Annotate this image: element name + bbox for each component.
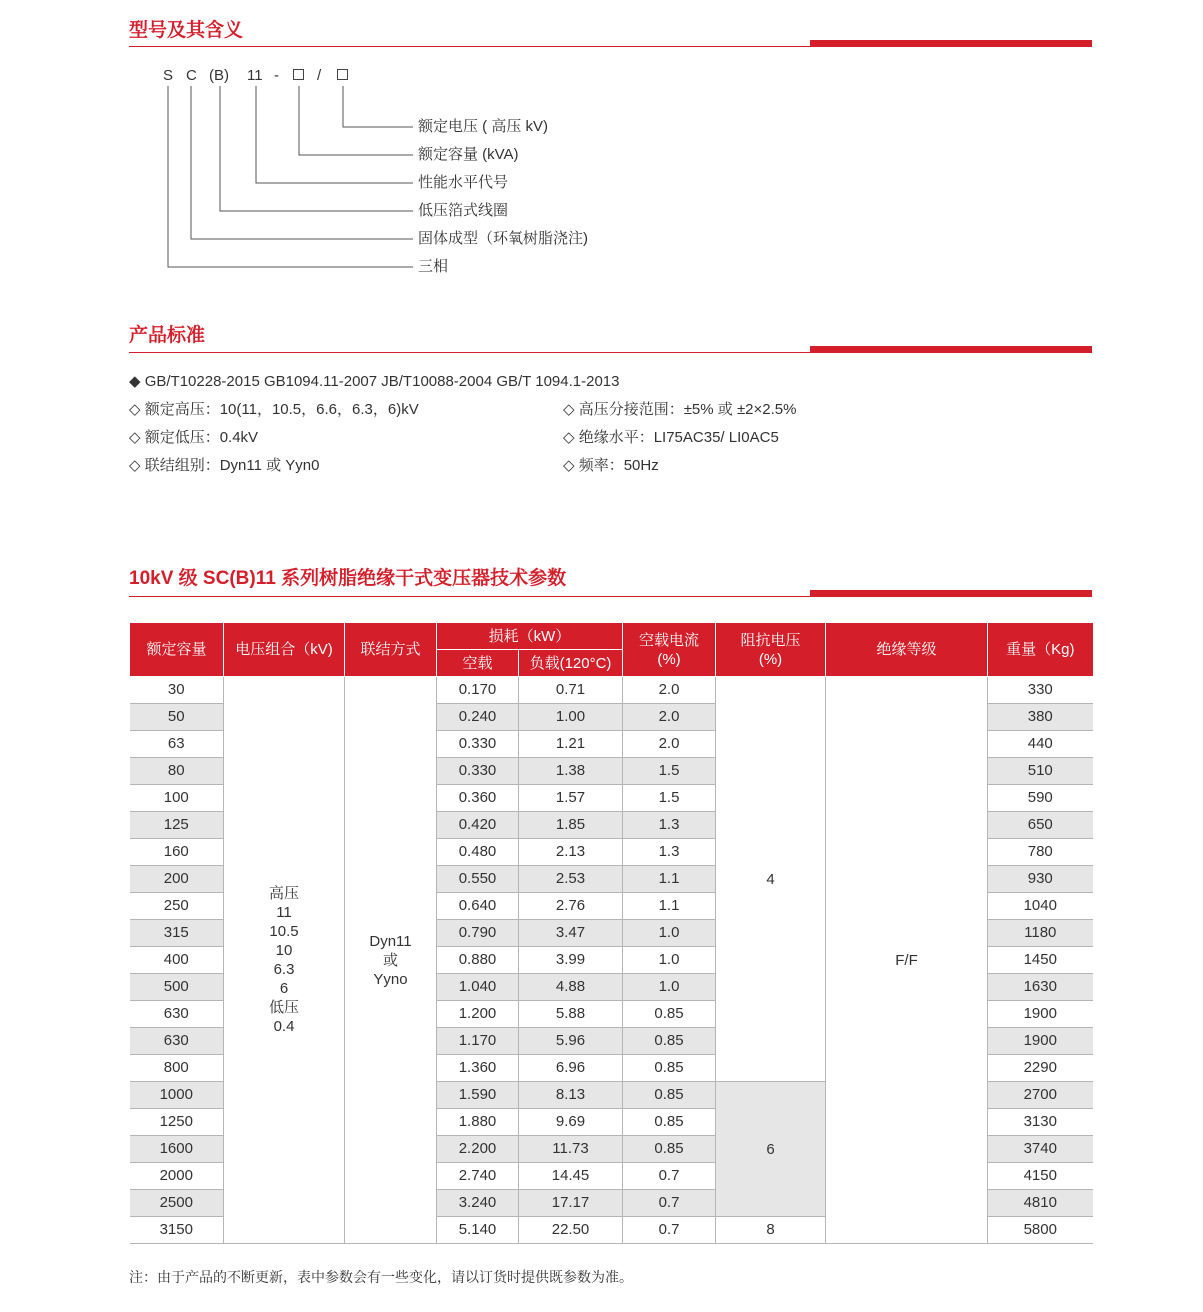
title-accent-bar (810, 590, 1092, 597)
cell-no-load-current: 0.85 (623, 1082, 716, 1109)
header-connection: 联结方式 (345, 623, 437, 677)
cell-capacity: 315 (130, 920, 224, 947)
cell-weight: 930 (988, 866, 1093, 893)
spec-frequency: ◇ 频率：50Hz (563, 457, 659, 474)
cell-weight: 2700 (988, 1082, 1093, 1109)
title-accent-bar (810, 346, 1092, 353)
cell-capacity: 630 (130, 1028, 224, 1055)
spec-insulation-level: ◇ 绝缘水平：LI75AC35/ LI0AC5 (563, 429, 779, 446)
model-code-diagram (0, 0, 1203, 300)
header-no-load-current-line1: 空载电流 (639, 631, 700, 649)
cell-capacity: 160 (130, 839, 224, 866)
cell-no-load-current: 2.0 (623, 704, 716, 731)
cell-weight: 1900 (988, 1001, 1093, 1028)
cell-no-load-current: 1.5 (623, 785, 716, 812)
cell-no-load-loss: 0.240 (437, 704, 519, 731)
cell-capacity: 100 (130, 785, 224, 812)
connection-line: Dyn11 (369, 932, 412, 950)
cell-capacity: 63 (130, 731, 224, 758)
header-impedance (716, 623, 826, 677)
header-impedance-line1: 阻抗电压 (740, 631, 801, 649)
voltage-combo-line: 0.4 (273, 1018, 295, 1035)
cell-no-load-current: 1.0 (623, 947, 716, 974)
header-no-load-current-line2: (%) (657, 650, 681, 668)
cell-capacity: 400 (130, 947, 224, 974)
cell-no-load-current: 0.85 (623, 1136, 716, 1163)
cell-capacity: 630 (130, 1001, 224, 1028)
cell-load-loss: 1.00 (519, 704, 623, 731)
cell-voltage-combination (224, 677, 345, 1244)
code-char-b: (B) (209, 67, 229, 84)
cell-no-load-loss: 0.790 (437, 920, 519, 947)
cell-capacity: 1000 (130, 1082, 224, 1109)
cell-no-load-loss: 2.740 (437, 1163, 519, 1190)
cell-no-load-loss: 5.140 (437, 1217, 519, 1244)
cell-no-load-current: 0.7 (623, 1163, 716, 1190)
cell-capacity: 500 (130, 974, 224, 1001)
cell-load-loss: 5.88 (519, 1001, 623, 1028)
cell-weight: 380 (988, 704, 1093, 731)
cell-no-load-loss: 1.170 (437, 1028, 519, 1055)
cell-no-load-loss: 0.330 (437, 758, 519, 785)
cell-load-loss: 3.99 (519, 947, 623, 974)
header-voltage: 电压组合（kV) (224, 623, 345, 677)
header-capacity: 额定容量 (130, 623, 224, 677)
cell-load-loss: 22.50 (519, 1217, 623, 1244)
cell-no-load-current: 1.5 (623, 758, 716, 785)
cell-no-load-current: 1.1 (623, 893, 716, 920)
cell-load-loss: 1.21 (519, 731, 623, 758)
table-row (130, 677, 1093, 704)
cell-load-loss: 2.76 (519, 893, 623, 920)
header-impedance-line2: (%) (758, 650, 783, 668)
cell-no-load-current: 2.0 (623, 677, 716, 704)
cell-no-load-current: 0.85 (623, 1109, 716, 1136)
cell-capacity: 125 (130, 812, 224, 839)
cell-weight: 1040 (988, 893, 1093, 920)
code-char-s: S (163, 67, 174, 84)
connection-line: 或 (382, 951, 398, 969)
label-rated-capacity: 额定容量 (kVA) (418, 146, 519, 163)
cell-load-loss: 8.13 (519, 1082, 623, 1109)
cell-load-loss: 0.71 (519, 677, 623, 704)
code-char-11: 11 (247, 67, 263, 84)
voltage-combo-line: 高压 (268, 885, 299, 902)
cell-weight: 5800 (988, 1217, 1093, 1244)
header-load-loss: 负载(120°C) (519, 650, 623, 677)
cell-no-load-loss: 0.640 (437, 893, 519, 920)
voltage-combo-line: 低压 (268, 999, 299, 1016)
cell-load-loss: 1.57 (519, 785, 623, 812)
cell-capacity: 2000 (130, 1163, 224, 1190)
cell-load-loss: 6.96 (519, 1055, 623, 1082)
cell-weight: 1630 (988, 974, 1093, 1001)
label-lv-foil-winding: 低压箔式线圈 (418, 202, 509, 219)
capacity-placeholder-box (293, 69, 304, 80)
section-title-model: 型号及其含义 (129, 20, 244, 41)
cell-no-load-current: 0.85 (623, 1055, 716, 1082)
cell-weight: 1180 (988, 920, 1093, 947)
cell-no-load-loss: 1.200 (437, 1001, 519, 1028)
header-no-load-loss: 空载 (437, 650, 519, 677)
cell-no-load-current: 1.0 (623, 920, 716, 947)
section-title-table: 10kV 级 SC(B)11 系列树脂绝缘干式变压器技术参数 (129, 568, 567, 589)
spec-rated-hv: ◇ 额定高压：10(11，10.5，6.6，6.3，6)kV (129, 401, 419, 418)
header-insulation: 绝缘等级 (826, 623, 988, 677)
cell-no-load-current: 0.85 (623, 1001, 716, 1028)
cell-capacity: 2500 (130, 1190, 224, 1217)
cell-weight: 1900 (988, 1028, 1093, 1055)
footnote: 注：由于产品的不断更新，表中参数会有一些变化，请以订货时提供既参数为准。 (129, 1269, 633, 1285)
cell-load-loss: 2.13 (519, 839, 623, 866)
code-char-slash: / (317, 67, 322, 84)
cell-no-load-current: 0.7 (623, 1190, 716, 1217)
cell-load-loss: 4.88 (519, 974, 623, 1001)
cell-weight: 330 (988, 677, 1093, 704)
cell-capacity: 800 (130, 1055, 224, 1082)
spec-hv-tapping: ◇ 高压分接范围：±5% 或 ±2×2.5% (563, 401, 797, 418)
cell-no-load-loss: 1.360 (437, 1055, 519, 1082)
cell-capacity: 250 (130, 893, 224, 920)
voltage-combo-line: 10 (275, 942, 293, 959)
cell-weight: 4810 (988, 1190, 1093, 1217)
cell-no-load-current: 2.0 (623, 731, 716, 758)
cell-capacity: 1600 (130, 1136, 224, 1163)
cell-no-load-loss: 3.240 (437, 1190, 519, 1217)
cell-capacity: 80 (130, 758, 224, 785)
cell-no-load-loss: 1.040 (437, 974, 519, 1001)
cell-weight: 590 (988, 785, 1093, 812)
cell-load-loss: 5.96 (519, 1028, 623, 1055)
cell-capacity: 200 (130, 866, 224, 893)
cell-connection-method (345, 677, 437, 1244)
label-three-phase: 三相 (418, 258, 449, 275)
label-solid-cast: 固体成型（环氧树脂浇注) (418, 230, 588, 247)
cell-no-load-loss: 2.200 (437, 1136, 519, 1163)
spec-table (129, 622, 1093, 1244)
spec-connection-group: ◇ 联结组别：Dyn11 或 Yyn0 (129, 457, 320, 474)
cell-no-load-loss: 1.880 (437, 1109, 519, 1136)
cell-no-load-loss: 0.170 (437, 677, 519, 704)
header-loss: 损耗（kW） (437, 623, 623, 650)
cell-weight: 3130 (988, 1109, 1093, 1136)
cell-capacity: 1250 (130, 1109, 224, 1136)
cell-weight: 440 (988, 731, 1093, 758)
cell-load-loss: 2.53 (519, 866, 623, 893)
code-char-c: C (186, 67, 197, 84)
cell-load-loss: 11.73 (519, 1136, 623, 1163)
cell-no-load-loss: 0.480 (437, 839, 519, 866)
connection-line: Yyno (373, 970, 408, 988)
cell-capacity: 50 (130, 704, 224, 731)
label-performance-code: 性能水平代号 (418, 174, 509, 191)
cell-no-load-current: 0.7 (623, 1217, 716, 1244)
cell-capacity: 3150 (130, 1217, 224, 1244)
standard-codes: ◆ GB/T10228-2015 GB1094.11-2007 JB/T10088-2004 GB/T 1094.1-2013 (129, 373, 620, 390)
spec-table-body (130, 677, 1093, 1244)
cell-no-load-current: 1.3 (623, 839, 716, 866)
section-title-standard: 产品标准 (129, 325, 206, 346)
cell-weight: 3740 (988, 1136, 1093, 1163)
cell-no-load-current: 1.0 (623, 974, 716, 1001)
cell-weight: 510 (988, 758, 1093, 785)
cell-no-load-loss: 0.880 (437, 947, 519, 974)
header-no-load-current (623, 623, 716, 677)
cell-load-loss: 3.47 (519, 920, 623, 947)
voltage-combo-line: 10.5 (269, 923, 299, 940)
voltage-combo-line: 6.3 (273, 961, 295, 978)
cell-capacity: 30 (130, 677, 224, 704)
header-weight: 重量（Kg) (988, 623, 1093, 677)
code-char-dash: - (274, 67, 279, 84)
cell-no-load-loss: 1.590 (437, 1082, 519, 1109)
cell-weight: 2290 (988, 1055, 1093, 1082)
cell-load-loss: 14.45 (519, 1163, 623, 1190)
cell-no-load-loss: 0.360 (437, 785, 519, 812)
cell-no-load-current: 0.85 (623, 1028, 716, 1055)
cell-no-load-current: 1.1 (623, 866, 716, 893)
label-rated-voltage: 额定电压 ( 高压 kV) (418, 118, 548, 135)
cell-load-loss: 1.38 (519, 758, 623, 785)
cell-weight: 4150 (988, 1163, 1093, 1190)
cell-load-loss: 1.85 (519, 812, 623, 839)
cell-weight: 650 (988, 812, 1093, 839)
cell-impedance-voltage: 8 (716, 1217, 826, 1244)
cell-weight: 1450 (988, 947, 1093, 974)
cell-impedance-voltage: 4 (716, 677, 826, 1082)
cell-load-loss: 17.17 (519, 1190, 623, 1217)
voltage-placeholder-box (337, 69, 348, 80)
cell-no-load-loss: 0.550 (437, 866, 519, 893)
cell-weight: 780 (988, 839, 1093, 866)
voltage-combo-line: 6 (279, 980, 289, 997)
voltage-combo-line: 11 (276, 904, 292, 921)
cell-insulation-class: F/F (826, 677, 988, 1244)
cell-load-loss: 9.69 (519, 1109, 623, 1136)
cell-no-load-loss: 0.420 (437, 812, 519, 839)
cell-impedance-voltage: 6 (716, 1082, 826, 1217)
cell-no-load-loss: 0.330 (437, 731, 519, 758)
spec-rated-lv: ◇ 额定低压：0.4kV (129, 429, 259, 446)
cell-no-load-current: 1.3 (623, 812, 716, 839)
